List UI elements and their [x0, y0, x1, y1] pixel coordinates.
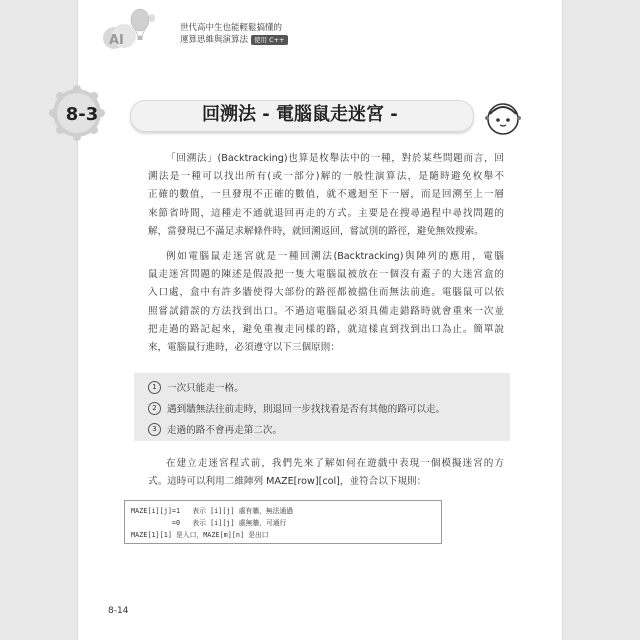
rule-item [148, 401, 445, 415]
rules-box [134, 373, 510, 441]
text-line: 來，電腦鼠行進時，必須遵守以下三個原則： [148, 342, 340, 354]
text-line: 鼠走迷宮問題的陳述是假設把一隻大電腦鼠被放在一個沒有蓋子的大迷宮盒的 [148, 269, 504, 281]
text-line: 在建立走迷宮程式前，我們先來了解如何在遊戲中表現一個模擬迷宮的方 [166, 458, 504, 469]
code-line: =0 表示 [i][j] 處無牆，可通行 [131, 519, 287, 527]
text-line: 例如電腦鼠走迷宮就是一種回溯法(Backtracking)與陣列的應用，電腦 [166, 251, 504, 262]
language-badge: 使用 C++ [251, 35, 288, 45]
paragraph-maze-mouse [148, 248, 504, 357]
book-title [180, 22, 288, 46]
paragraph-maze-array [148, 455, 504, 491]
rule-text: 走過的路不會再走第二次。 [167, 425, 283, 436]
mascot-face-icon [484, 98, 522, 136]
code-block [124, 500, 442, 544]
paragraph-backtracking-intro [148, 150, 504, 241]
text-line: 照嘗試錯誤的方法找到出口。不過這電腦鼠必須具備走錯路時就會重來一次並 [148, 305, 504, 317]
svg-text:AI: AI [109, 33, 124, 48]
rule-item [148, 380, 244, 394]
balloon-logo-icon [100, 6, 160, 56]
rule-item [148, 422, 282, 436]
circled-number: 1 [148, 381, 161, 394]
text-line: 溯法是一種可以找出所有(或一部分)解的一般性演算法，是隨時避免枚舉不 [148, 171, 504, 183]
section-heading: 回溯法 - 電腦鼠走迷宮 - [202, 104, 398, 125]
text-line: 「回溯法」(Backtracking)也算是枚舉法中的一種，對於某些問題而言，回 [166, 153, 504, 164]
rule-text: 一次只能走一格。 [167, 383, 244, 394]
book-title-line2: 運算思維與演算法 [180, 35, 249, 45]
circled-number: 3 [148, 423, 161, 436]
text-line: 來節省時間，這種走不通就退回再走的方式。主要是在搜尋過程中尋找問題的 [148, 207, 504, 219]
circled-number: 2 [148, 402, 161, 415]
section-number: 8-3 [65, 104, 99, 125]
book-page [65, 0, 562, 640]
text-line: 式。這時可以利用二維陣列 MAZE[row][col]，並符合以下規則： [148, 476, 427, 488]
rule-text: 遇到牆無法往前走時，則退回一步找找看是否有其他的路可以走。 [167, 404, 446, 415]
running-header [78, 0, 562, 64]
text-line: 把走過的路記起來，避免重複走同樣的路，就這樣直到找到出口為止。簡單說 [148, 323, 504, 335]
code-line: MAZE[1][1] 是入口，MAZE[m][n] 是出口 [131, 531, 269, 539]
book-title-line1: 世代高中生也能輕鬆搞懂的 [180, 23, 283, 33]
page-number: 8-14 [108, 606, 129, 616]
text-line: 正確的數值，一旦發現不正確的數值，就不遞迴至下一層，而是回溯至上一層 [148, 189, 504, 201]
text-line: 解，當發現已不滿足求解條件時，就回溯返回，嘗試別的路徑，避免無效搜索。 [148, 225, 484, 237]
text-line: 入口處，盒中有許多牆使得大部份的路徑都被擋住而無法前進。電腦鼠可以依 [148, 287, 504, 299]
code-line: MAZE[i][j]=1 表示 [i][j] 處有牆，無法通過 [131, 507, 294, 515]
